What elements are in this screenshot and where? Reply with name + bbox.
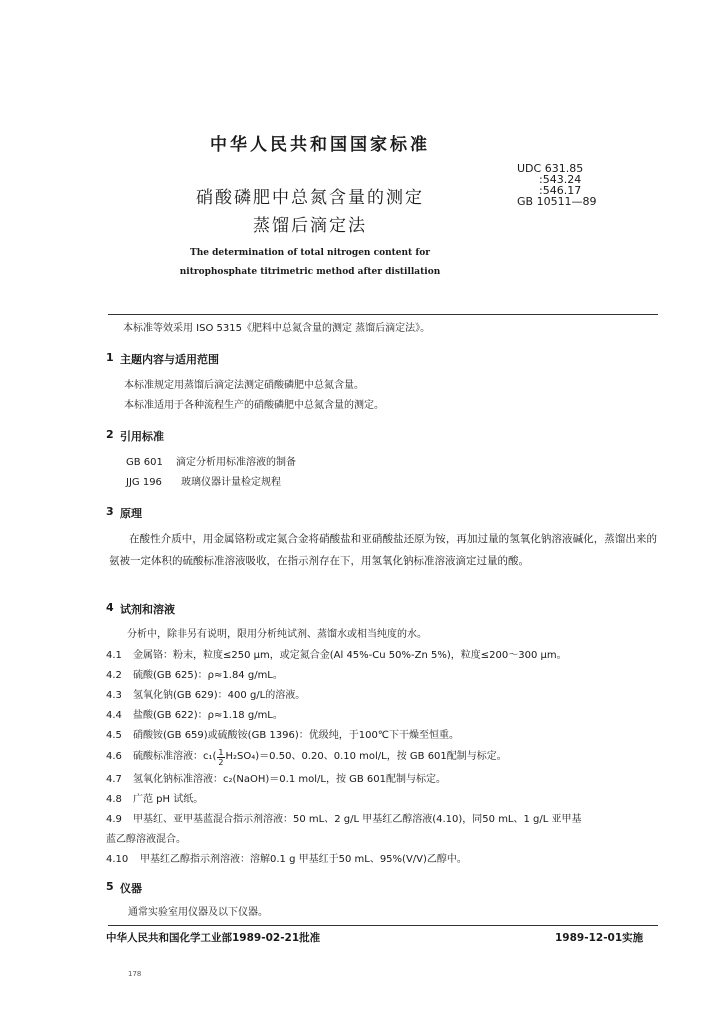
section1-title: 主题内容与适用范围	[120, 353, 219, 366]
english-title-line1: The determination of total nitrogen content for	[190, 248, 430, 258]
item-text: 硝酸铵(GB 659)或硫酸铵(GB 1396)：优级纯，于100℃下干燥至恒重。	[133, 730, 460, 741]
item-number: 4.1	[106, 650, 122, 661]
item-text: 氢氧化钠标准溶液：c₂(NaOH)＝0.1 mol/L，按 GB 601配制与标定。	[133, 774, 447, 785]
section5-lead: 通常实验室用仪器及以下仪器。	[128, 907, 268, 918]
item-number: 4.5	[106, 730, 122, 741]
item-text: 甲基红乙醇指示剂溶液：溶解0.1 g 甲基红于50 mL、95%(V/V)乙醇中。	[140, 854, 467, 865]
section4-number: 4	[106, 601, 114, 614]
item-number: 4.9	[106, 814, 122, 825]
ref-title: 滴定分析用标准溶液的制备	[176, 457, 296, 468]
item-number: 4.7	[106, 774, 122, 785]
english-title-line2: nitrophosphate titrimetric method after distillation	[179, 267, 441, 277]
item-text-with-fraction	[133, 743, 507, 771]
footer-divider	[108, 925, 658, 926]
item-text: 盐酸(GB 622)：ρ≈1.18 g/mL。	[133, 710, 283, 721]
gb-number: GB 10511—89	[517, 195, 597, 208]
item-text: 甲基红、亚甲基蓝混合指示剂溶液：50 mL、2 g/L 甲基红乙醇溶液(4.10)，同50 mL、1 g/L 亚甲基	[133, 814, 582, 825]
item-number: 4.3	[106, 690, 122, 701]
section2-title: 引用标准	[120, 430, 164, 443]
intro-text: 本标准等效采用 ISO 5315《肥料中总氮含量的测定 蒸馏后滴定法》。	[123, 323, 431, 334]
section4-lead: 分析中，除非另有说明，限用分析纯试剂、蒸馏水或相当纯度的水。	[127, 629, 427, 640]
section1-line1: 本标准规定用蒸馏后滴定法测定硝酸磷肥中总氮含量。	[124, 380, 364, 391]
udc-block	[517, 163, 597, 207]
item-text: 硫酸(GB 625)：ρ≈1.84 g/mL。	[133, 670, 283, 681]
section3-paragraph: 在酸性介质中，用金属铬粉或定氮合金将硝酸盐和亚硝酸盐还原为铵，再加过量的氢氧化钠溶液碱化，蒸馏出来的氨被一定体积的硫酸标准溶液吸收，在指示剂存在下，用氢氧化钠标准溶液滴定过量的酸。	[109, 533, 657, 567]
section4-title: 试剂和溶液	[120, 603, 175, 616]
national-standard-heading: 中华人民共和国国家标准	[210, 135, 430, 155]
section1-line2: 本标准适用于各种流程生产的硝酸磷肥中总氮含量的测定。	[124, 400, 384, 411]
section5-number: 5	[106, 880, 114, 893]
udc-line: UDC 631.85	[517, 162, 584, 175]
ref-code: GB 601	[126, 457, 163, 468]
section1-number: 1	[106, 351, 114, 364]
standard-title-line1: 硝酸磷肥中总氮含量的测定	[196, 188, 424, 208]
item-number: 4.2	[106, 670, 122, 681]
section5-title: 仪器	[120, 882, 142, 895]
udc-line: :543.24	[539, 173, 582, 186]
item-text: 氢氧化钠(GB 629)：400 g/L的溶液。	[133, 690, 306, 701]
item-number: 4.4	[106, 710, 122, 721]
fraction	[217, 748, 224, 767]
implementation-date: 1989-12-01实施	[555, 932, 644, 944]
fraction-numerator: 1	[218, 747, 224, 757]
item-number: 4.6	[106, 751, 122, 762]
ref-code: JJG 196	[126, 477, 162, 488]
fraction-denominator: 2	[218, 757, 224, 767]
ref-title: 玻璃仪器计量检定规程	[181, 477, 281, 488]
item-number: 4.10	[106, 854, 129, 865]
section3-number: 3	[106, 505, 114, 518]
page-number: 178	[128, 970, 142, 978]
item-text: 金属铬：粉末，粒度≤250 μm，或定氮合金(Al 45%-Cu 50%-Zn 5%)，粒度≤200～300 μm。	[133, 650, 567, 661]
item-text: 广范 pH 试纸。	[133, 794, 204, 805]
standard-title-line2: 蒸馏后滴定法	[253, 216, 367, 236]
fraction-suffix: H₂SO₄)＝0.50、0.20、0.10 mol/L，按 GB 601配制与标定。	[225, 751, 507, 762]
approval-statement: 中华人民共和国化学工业部1989-02-21批准	[106, 932, 321, 944]
section3-title: 原理	[120, 507, 142, 520]
section2-number: 2	[106, 428, 114, 441]
header-divider	[108, 314, 658, 315]
item-number: 4.8	[106, 794, 122, 805]
item-text-continuation: 蓝乙醇溶液混合。	[106, 834, 186, 845]
udc-line: :546.17	[539, 184, 582, 197]
fraction-prefix: 硫酸标准溶液：c₁(	[133, 751, 217, 762]
